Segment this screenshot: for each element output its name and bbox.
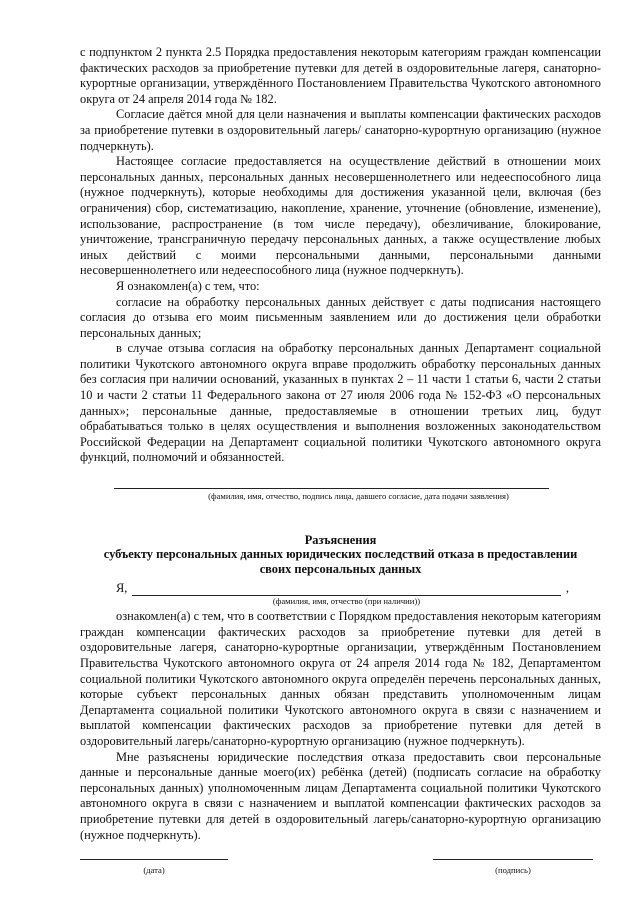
- signature-line[interactable]: [114, 488, 549, 489]
- paragraph-continuation: с подпунктом 2 пункта 2.5 Порядка предоставления некоторым категориям граждан компенсации фактических расходов за приобретение путевки для детей в оздоровительные лагеря, санаторно-курортные организации, утверждённого Постановлением Правительства Чукотского автономного округа от 24 апреля 2014 года № 182.: [80, 45, 601, 106]
- paragraph-consent-withdrawal: в случае отзыва согласия на обработку персональных данных Департамент социальной политики Чукотского автономного округа вправе продолжить обработку персональных данных без согласия при наличии оснований, указанных в пунктах 2 – 11 части 1 статьи 6, части 2 статьи 10 и части 2 статьи 11 Федерального закона от 27 июля 2006 года № 152-ФЗ «О персональных данных»; персональные данные, предоставляемые в отношении третьих лиц, будут обрабатываться только в целях осуществления и выполнения возложенных законодательством Российской Федерации на Департамент социальной политики Чукотского автономного округа функций, полномочий и обязанностей.: [80, 341, 601, 465]
- name-fill-caption: (фамилия, имя, отчество (при наличии)): [272, 596, 421, 607]
- document-body: [80, 45, 601, 893]
- date-caption: (дата): [143, 865, 165, 876]
- signature-block: [80, 476, 601, 516]
- paragraph-acknowledged: Я ознакомлен(а) с тем, что:: [116, 278, 260, 293]
- paragraph-explanation-order: ознакомлен(а) с тем, что в соответствии с Порядком предоставления некоторым категориям граждан компенсации фактических расходов за приобретение путевки для детей в оздоровительные лагеря, санаторно-курортные организации, утверждённым Постановлением Правительства Чукотского автономного округа от 24 апреля 2014 года № 182, Департаментом социальной политики Чукотского автономного округа определён перечень персональных данных, которые субъект персональных данных обязан представить уполномоченным лицам Департамента социальной политики Чукотского автономного округа в связи с назначением и выплатой компенсации фактических расходов за приобретение путевки для детей в оздоровительный лагерь/санаторно-курортную организацию (нужное подчеркнуть).: [80, 609, 601, 748]
- paragraph-explanation-consequences: Мне разъяснены юридические последствия отказа предоставить свои персональные данные и персональные данные моего(их) ребёнка (детей) (подписать согласие на обработку персональных данных) уполномоченным лицам Департамента социальной политики Чукотского автономного округа в связи с назначением и выплатой компенсации фактических расходов за приобретение путевки для детей в оздоровительный лагерь/санаторно-курортную организацию (нужное подчеркнуть).: [80, 749, 601, 842]
- date-line[interactable]: [80, 859, 228, 860]
- signature-caption: (фамилия, имя, отчество, подпись лица, давшего согласие, дата подачи заявления): [208, 491, 509, 502]
- ya-label: Я,: [116, 581, 128, 596]
- heading-subtitle-line2: своих персональных данных: [259, 561, 422, 576]
- date-signature-row: [80, 853, 601, 893]
- paragraph-consent-validity: согласие на обработку персональных данных действует с даты подписания настоящего согласия до отзыва его моим письменным заявлением или до достижения цели обработки персональных данных;: [80, 294, 601, 340]
- heading-subtitle-line1: субъекту персональных данных юридических последствий отказа в предоставлении: [103, 547, 578, 562]
- paragraph-consent-purpose: Согласие даётся мной для цели назначения и выплаты компенсации фактических расходов за приобретение путевки в оздоровительный лагерь/ санаторно-курортную организацию (нужное подчеркнуть).: [80, 107, 601, 153]
- name-fill-row: [80, 581, 601, 609]
- paragraph-consent-actions: Настоящее согласие предоставляется на осуществление действий в отношении моих персональных данных, персональных данных несовершеннолетнего или недееспособного лица (нужное подчеркнуть), которые необходимы для достижения указанной цели, включая (без ограничения) сбор, систематизацию, накопление, хранение, уточнение (обновление, изменение), использование, распространение (в том числе передачу), обезличивание, блокирование, уничтожение, трансграничную передачу персональных данных, а также осуществление любых иных действий с моими персональными данными, персональными данными несовершеннолетнего или недееспособного лица (нужное подчеркнуть).: [80, 154, 601, 278]
- sign-line[interactable]: [433, 859, 593, 860]
- ya-comma: ,: [565, 581, 569, 596]
- heading-title: Разъяснения: [304, 533, 377, 548]
- sign-caption: (подпись): [495, 865, 531, 876]
